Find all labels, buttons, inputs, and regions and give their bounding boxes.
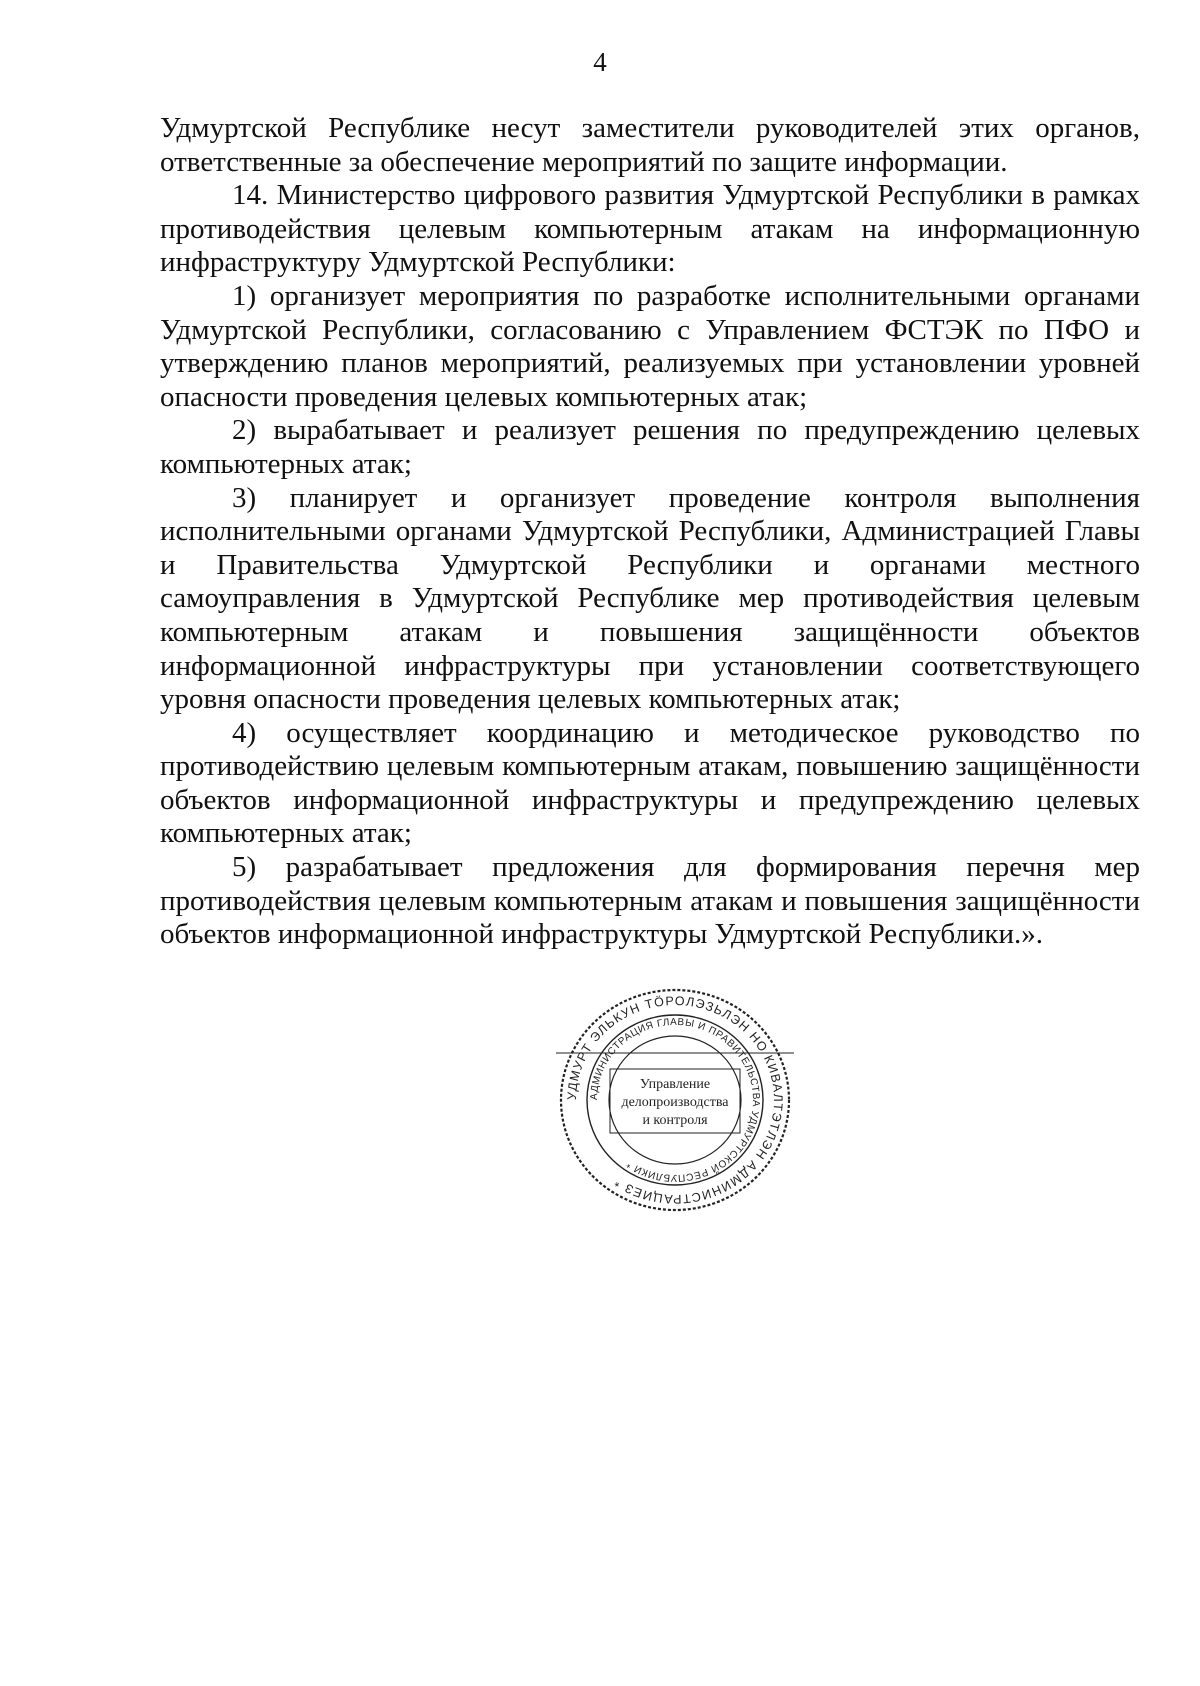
paragraph-continuation: Удмуртской Республике несут заместители руководителей этих органов, ответственные за обеспечение мероприятий по защите информации. xyxy=(160,112,1140,178)
paragraph-subitem-4: 4) осуществляет координацию и методическое руководство по противодействию целевым компьютерным атакам, повышению защищённости объектов информационной инфраструктуры и предупреждению целевых компьютерных атак; xyxy=(160,716,1140,850)
seal-center-line-3: и контроля xyxy=(642,1113,708,1128)
seal-center-line-2: делопроизводства xyxy=(621,1095,729,1110)
paragraph-subitem-3: 3) планирует и организует проведение контроля выполнения исполнительными органами Удмуртской Республики, Администрацией Главы и Правительства Удмуртской Республики и органами местного самоуправления в Удмуртской Республике мер противодействия целевым компьютерным атакам и повышения защищённости объектов информационной инфраструктуры при установлении соответствующего уровня опасности проведения целевых компьютерных атак; xyxy=(160,481,1140,716)
paragraph-item-14: 14. Министерство цифрового развития Удмуртской Республики в рамках противодействия целевым компьютерным атакам на информационную инфраструктуру Удмуртской Республики: xyxy=(160,179,1140,279)
seal-graphic xyxy=(556,985,794,1215)
paragraph-subitem-1: 1) организует мероприятия по разработке исполнительными органами Удмуртской Республики, согласованию с Управлением ФСТЭК по ПФО и утверждению планов мероприятий, реализуемых при установлении уровней опасности проведения целевых компьютерных атак; xyxy=(160,279,1140,413)
page-number: 4 xyxy=(593,47,607,77)
seal-center-line-1: Управление xyxy=(639,1077,711,1092)
official-seal xyxy=(556,985,794,1215)
paragraph-subitem-5: 5) разрабатывает предложения для формирования перечня мер противодействия целевым компьютерным атакам и повышения защищённости объектов информационной инфраструктуры Удмуртской Республики.». xyxy=(160,851,1140,951)
seal-outer-text: УДМУРТ ЭЛЬКУН ТӦРОЛЭЗЬЛЭН НО КИВАЛТЭТЛЭН АДМИНИСТРАЦИЕЗ * xyxy=(564,993,786,1207)
document-body xyxy=(160,112,1140,952)
seal-inner-text: АДМИНИСТРАЦИЯ ГЛАВЫ И ПРАВИТЕЛЬСТВА УДМУРТСКОЙ РЕСПУБЛИКИ * xyxy=(588,1016,762,1184)
paragraph-subitem-2: 2) вырабатывает и реализует решения по предупреждению целевых компьютерных атак; xyxy=(160,414,1140,480)
